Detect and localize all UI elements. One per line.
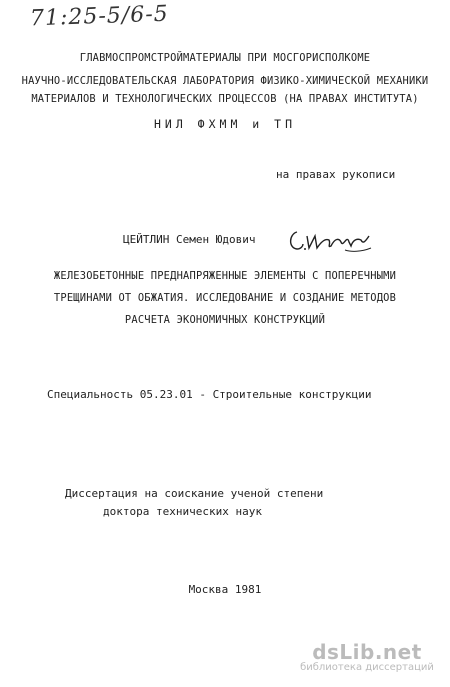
watermark	[292, 640, 442, 673]
place-and-year: Москва 1981	[188, 583, 262, 596]
handwritten-catalog-number: 71:25-5/6-5	[29, 1, 170, 32]
author-name: ЦЕЙТЛИН Семен Юдович	[123, 233, 256, 246]
ministry-heading: ГЛАВМОСПРОМСТРОЙМАТЕРИАЛЫ ПРИ МОСГОРИСПОЛКОМЕ	[79, 52, 371, 64]
watermark-logo: dsLib.net	[312, 640, 422, 664]
dissertation-title-line3: РАСЧЕТА ЭКОНОМИЧНЫХ КОНСТРУКЦИЙ	[124, 314, 326, 326]
laboratory-name-line1: НАУЧНО-ИССЛЕДОВАТЕЛЬСКАЯ ЛАБОРАТОРИЯ ФИЗИКО-ХИМИЧЕСКОЙ МЕХАНИКИ	[21, 75, 429, 87]
dissertation-title-line1: ЖЕЛЕЗОБЕТОННЫЕ ПРЕДНАПРЯЖЕННЫЕ ЭЛЕМЕНТЫ С ПОПЕРЕЧНЫМИ	[53, 270, 397, 282]
dissertation-title-line2: ТРЕЩИНАМИ ОТ ОБЖАТИЯ. ИССЛЕДОВАНИЕ И СОЗДАНИЕ МЕТОДОВ	[53, 292, 397, 304]
specialty-line: Специальность 05.23.01 - Строительные конструкции	[47, 388, 372, 401]
degree-statement-line1: Диссертация на соискание ученой степени	[65, 487, 324, 500]
degree-statement-line2: доктора технических наук	[103, 505, 262, 518]
laboratory-abbreviation: НИЛ ФХММ и ТП	[153, 117, 296, 131]
laboratory-name-line2: МАТЕРИАЛОВ И ТЕХНОЛОГИЧЕСКИХ ПРОЦЕССОВ (НА ПРАВАХ ИНСТИТУТА)	[31, 93, 419, 105]
watermark-subtitle: библиотека диссертаций	[300, 662, 434, 673]
author-signature	[285, 222, 375, 256]
manuscript-rights-note: на правах рукописи	[276, 168, 396, 181]
